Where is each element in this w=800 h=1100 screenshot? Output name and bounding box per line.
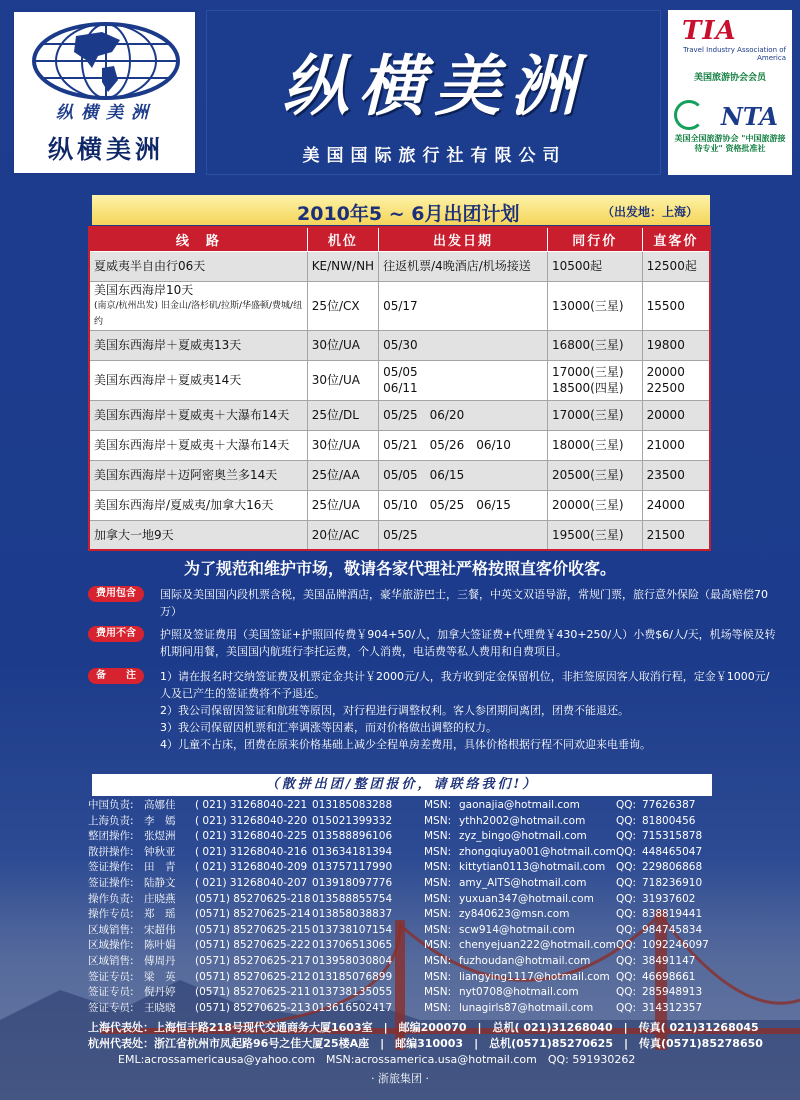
route-name: 美国东西海岸＋夏威夷＋大瀑布14天 xyxy=(94,408,290,422)
contact-name: 陈叶娟 xyxy=(144,939,176,952)
cell-peer-price: 18000(三星) xyxy=(547,430,642,460)
remark-item: 3）我公司保留因机票和汇率调涨等因素，而对价格做出调整的权力。 xyxy=(160,721,497,734)
company-logo xyxy=(12,10,197,175)
tia-logo: TIA xyxy=(682,16,737,46)
contact-mobile: 013757117990 xyxy=(312,861,393,874)
cell-seat: 30位/UA xyxy=(307,360,378,400)
route-name: 美国东西海岸＋迈阿密奥兰多14天 xyxy=(94,468,278,482)
cell-route xyxy=(89,520,307,550)
msn-label: MSN: xyxy=(424,799,452,811)
contact-qq: 285948913 xyxy=(642,986,703,999)
remark-item: 4）儿童不占床，团费在原来价格基础上减少全程单房差费用，具体价格根据行程不同欢迎来电垂询。 xyxy=(160,738,651,751)
company-name: 美国国际旅行社有限公司 xyxy=(302,146,567,166)
route-name: 美国东西海岸＋夏威夷13天 xyxy=(94,338,242,352)
header-seat: 机位 xyxy=(307,227,378,251)
contact-role: 区域操作: xyxy=(88,939,134,952)
contact-qq: 1092246097 xyxy=(642,939,709,952)
association-logos xyxy=(668,10,792,175)
contact-phone: ( 021) 31268040-209 xyxy=(195,861,308,874)
cell-route xyxy=(89,490,307,520)
cell-seat: 30位/UA xyxy=(307,430,378,460)
msn-label: MSN: xyxy=(424,845,452,858)
cell-peer-price: 20500(三星) xyxy=(547,460,642,490)
contact-row xyxy=(88,814,768,830)
contact-role: 签证操作: xyxy=(88,876,134,889)
contact-mobile: 013958030804 xyxy=(312,954,393,967)
cell-direct-price: 21500 xyxy=(642,520,710,550)
msn-label: MSN: xyxy=(424,939,452,952)
cell-dates: 05/05 06/11 xyxy=(379,360,548,400)
contact-mobile: 013185076899 xyxy=(312,970,393,983)
msn-label: MSN: xyxy=(424,923,452,936)
contact-role: 签证专员: xyxy=(88,1001,134,1014)
table-row xyxy=(89,281,710,330)
group-name: · 浙旅集团 · xyxy=(371,1072,429,1085)
qq-label: QQ: xyxy=(616,923,637,936)
cell-dates: 05/30 xyxy=(379,330,548,360)
msn-label: MSN: xyxy=(424,1001,452,1014)
contact-role: 中国负责: xyxy=(88,799,134,811)
contact-qq: 31937602 xyxy=(642,892,696,905)
msn-label: MSN: xyxy=(424,830,452,843)
table-row xyxy=(89,490,710,520)
contact-msn: gaonajia@hotmail.com xyxy=(459,799,580,811)
contact-mobile: 013634181394 xyxy=(312,845,393,858)
cell-direct-price: 23500 xyxy=(642,460,710,490)
cell-peer-price: 17000(三星) 18500(四星) xyxy=(547,360,642,400)
contact-msn: ythh2002@hotmail.com xyxy=(459,814,586,827)
cell-route xyxy=(89,251,307,281)
contact-phone: (0571) 85270625-218 xyxy=(195,892,311,905)
qq-label: QQ: xyxy=(616,876,637,889)
fees-excluded-tag: 费用不含 xyxy=(88,626,144,642)
contact-row xyxy=(88,860,768,876)
contact-row xyxy=(88,923,768,939)
header xyxy=(0,0,800,185)
cell-direct-price: 20000 22500 xyxy=(642,360,710,400)
contact-role: 区域销售: xyxy=(88,923,134,936)
cell-seat: 20位/AC xyxy=(307,520,378,550)
qq-label: QQ: xyxy=(616,845,637,858)
fees-excluded xyxy=(88,626,776,662)
table-row xyxy=(89,430,710,460)
contact-qq: 81800456 xyxy=(642,814,696,827)
contact-row xyxy=(88,985,768,1001)
contact-role: 操作专员: xyxy=(88,908,134,921)
contact-name: 高娜佳 xyxy=(144,799,176,811)
contact-list xyxy=(88,798,768,1016)
cell-seat: KE/NW/NH xyxy=(307,251,378,281)
contact-qq: 314312357 xyxy=(642,1001,703,1014)
contact-row xyxy=(88,907,768,923)
title-panel xyxy=(206,10,661,175)
remark-item: 1）请在报名时交纳签证费及机票定金共计￥2000元/人，我方收到定金保留机位，非拒签原因客人取消行程，定金￥1000元/人及已产生的签证费将不予退还。 xyxy=(160,670,770,700)
cell-dates: 05/17 xyxy=(379,281,548,330)
contact-qq: 77626387 xyxy=(642,799,696,811)
contact-msn: yuxuan347@hotmail.com xyxy=(459,892,594,905)
shanghai-office: 上海代表处：上海恒丰路218号现代交通商务大厦1603室 | 邮编200070 | 总机( 021)31268040 | 传真( 021)31268045 xyxy=(88,1021,759,1034)
contact-name: 宋超伟 xyxy=(144,923,176,936)
contact-mobile: 013185083288 xyxy=(312,799,393,811)
contact-row xyxy=(88,938,768,954)
msn-label: MSN: xyxy=(424,876,452,889)
qq-label: QQ: xyxy=(616,908,637,921)
contact-msn: scw914@hotmail.com xyxy=(459,923,575,936)
cell-route xyxy=(89,400,307,430)
contact-phone: ( 021) 31268040-221 xyxy=(195,799,308,811)
cell-seat: 25位/AA xyxy=(307,460,378,490)
logo-text-large: 纵横美洲 xyxy=(47,135,164,164)
msn-label: MSN: xyxy=(424,970,452,983)
cell-seat: 25位/DL xyxy=(307,400,378,430)
cell-route xyxy=(89,281,307,330)
qq-label: QQ: xyxy=(616,954,637,967)
table-row xyxy=(89,251,710,281)
contact-phone: (0571) 85270625-214 xyxy=(195,908,311,921)
msn-label: MSN: xyxy=(424,986,452,999)
cell-peer-price: 13000(三星) xyxy=(547,281,642,330)
contact-name: 傅周丹 xyxy=(144,954,176,967)
contact-name: 陆静文 xyxy=(144,876,176,889)
cell-seat: 25位/UA xyxy=(307,490,378,520)
contact-qq: 838819441 xyxy=(642,908,703,921)
contact-banner: （散拼出团/整团报价，请联络我们!） xyxy=(92,774,712,796)
departure-city: （出发地：上海） xyxy=(601,205,698,219)
cell-direct-price: 15500 xyxy=(642,281,710,330)
qq-label: QQ: xyxy=(616,799,637,811)
tour-schedule-table xyxy=(88,226,711,551)
contact-phone: (0571) 85270625-217 xyxy=(195,954,311,967)
msn-label: MSN: xyxy=(424,908,452,921)
cell-route xyxy=(89,430,307,460)
contact-role: 操作负责: xyxy=(88,892,134,905)
cell-route xyxy=(89,360,307,400)
online-contacts: EML:acrossamericausa@yahoo.com MSN:acrossamerica.usa@hotmail.com QQ: 591930262 xyxy=(118,1053,636,1066)
page-title: 纵横美洲 xyxy=(282,47,587,125)
cell-dates: 往返机票/4晚酒店/机场接送 xyxy=(379,251,548,281)
fees-included xyxy=(88,586,768,620)
table-row xyxy=(89,460,710,490)
contact-row xyxy=(88,798,768,814)
pricing-notice: 为了规范和维护市场，敬请各家代理社严格按照直客价收客。 xyxy=(183,559,616,578)
contact-row xyxy=(88,954,768,970)
cell-dates: 05/21 05/26 06/10 xyxy=(379,430,548,460)
contact-msn: zyz_bingo@hotmail.com xyxy=(459,830,587,843)
qq-label: QQ: xyxy=(616,830,637,843)
contact-qq: 715315878 xyxy=(642,830,703,843)
fees-included-text: 国际及美国国内段机票含税，美国品牌酒店，豪华旅游巴士，三餐，中英文双语导游，常规门票，旅行意外保险（最高赔偿70万） xyxy=(160,588,768,618)
contact-msn: nyt0708@hotmail.com xyxy=(459,986,579,999)
contact-role: 签证专员: xyxy=(88,970,134,983)
contact-role: 签证操作: xyxy=(88,861,134,874)
remark-item: 2）我公司保留因签证和航班等原因，对行程进行调整权利。客人参团期间离团，团费不能退还。 xyxy=(160,704,629,717)
route-name: 美国东西海岸＋夏威夷14天 xyxy=(94,373,242,387)
qq-label: QQ: xyxy=(616,970,637,983)
cell-dates: 05/10 05/25 06/15 xyxy=(379,490,548,520)
header-route: 线 路 xyxy=(89,227,307,251)
route-name: 夏威夷半自由行06天 xyxy=(94,259,206,273)
plan-title-bar xyxy=(92,195,710,225)
contact-name: 田 青 xyxy=(144,861,176,874)
contact-msn: zhongqiuya001@hotmail.com xyxy=(459,845,616,858)
tia-chinese-label: 美国旅游协会会员 xyxy=(693,73,766,83)
contact-name: 王晓晓 xyxy=(144,1001,176,1014)
contact-name: 张煜洲 xyxy=(144,830,176,843)
header-dates: 出发日期 xyxy=(379,227,548,251)
cell-peer-price: 10500起 xyxy=(547,251,642,281)
msn-label: MSN: xyxy=(424,814,452,827)
contact-row xyxy=(88,1001,768,1017)
contact-row xyxy=(88,892,768,908)
cell-seat: 25位/CX xyxy=(307,281,378,330)
contact-row xyxy=(88,970,768,986)
contact-qq: 46698661 xyxy=(642,970,696,983)
contact-role: 上海负责: xyxy=(88,814,134,827)
contact-name: 庄晓燕 xyxy=(144,892,176,905)
cell-dates: 05/05 06/15 xyxy=(379,460,548,490)
contact-mobile: 013738135055 xyxy=(312,986,393,999)
footer xyxy=(88,1020,788,1068)
contact-name: 梁 英 xyxy=(144,970,176,983)
logo-text-small: 纵横美洲 xyxy=(56,103,156,123)
contact-phone: (0571) 85270625-213 xyxy=(195,1001,311,1014)
contact-phone: ( 021) 31268040-225 xyxy=(195,830,308,843)
contact-phone: (0571) 85270625-222 xyxy=(195,939,311,952)
header-direct-price: 直客价 xyxy=(642,227,710,251)
contact-msn: zy840623@msn.com xyxy=(459,908,570,921)
contact-phone: (0571) 85270625-215 xyxy=(195,923,311,936)
cell-direct-price: 24000 xyxy=(642,490,710,520)
cell-direct-price: 12500起 xyxy=(642,251,710,281)
contact-phone: (0571) 85270625-212 xyxy=(195,970,311,983)
contact-msn: chenyejuan222@hotmail.com xyxy=(459,939,616,952)
contact-mobile: 013858038837 xyxy=(312,908,393,921)
contact-name: 倪丹婷 xyxy=(144,986,176,999)
contact-name: 钟秋亚 xyxy=(144,845,176,858)
qq-label: QQ: xyxy=(616,814,637,827)
route-name: 美国东西海岸＋夏威夷＋大瀑布14天 xyxy=(94,438,290,452)
route-name: 美国东西海岸/夏威夷/加拿大16天 xyxy=(94,498,274,512)
contact-role: 散拼操作: xyxy=(88,845,134,858)
contact-row xyxy=(88,829,768,845)
fees-excluded-text: 护照及签证费用（美国签证+护照回传费￥904+50/人，加拿大签证费+代理费￥430+250/人）小费$6/人/天，机场等候及转机期间用餐，美国国内航班行李托运费，个人消费，电话费等私人费用和自费项目。 xyxy=(160,628,776,658)
header-peer-price: 同行价 xyxy=(547,227,642,251)
cell-peer-price: 20000(三星) xyxy=(547,490,642,520)
cell-dates: 05/25 xyxy=(379,520,548,550)
remarks-list xyxy=(160,668,780,753)
contact-msn: fuzhoudan@hotmail.com xyxy=(459,954,591,967)
route-note: (南京/杭州出发) 旧金山/洛杉矶/拉斯/华盛顿/费城/纽约 xyxy=(94,300,303,327)
cell-direct-price: 20000 xyxy=(642,400,710,430)
tia-subtitle: Travel Industry Association of America xyxy=(683,46,786,62)
contact-qq: 984745834 xyxy=(642,923,703,936)
plan-title: 2010年5 ~ 6月出团计划 xyxy=(297,203,520,225)
globe-icon xyxy=(32,22,180,100)
route-name: 加拿大一地9天 xyxy=(94,527,174,542)
qq-label: QQ: xyxy=(616,986,637,999)
table-header-row xyxy=(89,227,710,251)
cell-route xyxy=(89,460,307,490)
contact-qq: 229806868 xyxy=(642,861,703,874)
contact-mobile: 013706513065 xyxy=(312,939,393,952)
nta-logo: NTA xyxy=(720,102,778,131)
contact-phone: ( 021) 31268040-207 xyxy=(195,876,308,889)
table-row xyxy=(89,400,710,430)
qq-label: QQ: xyxy=(616,861,637,874)
msn-label: MSN: xyxy=(424,954,452,967)
fees-included-tag: 费用包含 xyxy=(88,586,144,602)
contact-msn: lunagirls87@hotmail.com xyxy=(459,1001,594,1014)
contact-row xyxy=(88,876,768,892)
contact-role: 区域销售: xyxy=(88,954,134,967)
contact-msn: kittytian0113@hotmail.com xyxy=(459,861,606,874)
contact-mobile: 013588855754 xyxy=(312,892,393,905)
route-name: 美国东西海岸10天 xyxy=(94,282,194,297)
qq-label: QQ: xyxy=(616,892,637,905)
contact-phone: ( 021) 31268040-216 xyxy=(195,845,308,858)
contact-phone: ( 021) 31268040-220 xyxy=(195,814,308,827)
table-row xyxy=(89,360,710,400)
remarks-tag: 备 注 xyxy=(88,668,144,684)
contact-role: 签证专员: xyxy=(88,986,134,999)
contact-mobile: 013588896106 xyxy=(312,830,393,843)
cell-route xyxy=(89,330,307,360)
contact-qq: 448465047 xyxy=(642,845,703,858)
nta-chinese-label: 美国全国旅游协会 "中国旅游接待专业" 资格批准社 xyxy=(674,134,786,153)
msn-label: MSN: xyxy=(424,892,452,905)
contact-role: 整团操作: xyxy=(88,830,134,843)
remarks xyxy=(88,668,768,758)
contact-qq: 38491147 xyxy=(642,954,696,967)
cell-peer-price: 17000(三星) xyxy=(547,400,642,430)
cell-peer-price: 16800(三星) xyxy=(547,330,642,360)
cell-direct-price: 21000 xyxy=(642,430,710,460)
contact-mobile: 013616502417 xyxy=(312,1001,393,1014)
cell-seat: 30位/UA xyxy=(307,330,378,360)
contact-name: 郑 瑶 xyxy=(144,908,176,921)
msn-label: MSN: xyxy=(424,861,452,874)
table-row xyxy=(89,330,710,360)
contact-qq: 718236910 xyxy=(642,876,703,889)
contact-phone: (0571) 85270625-211 xyxy=(195,986,311,999)
contact-mobile: 015021399332 xyxy=(312,814,393,827)
contact-msn: liangying1117@hotmail.com xyxy=(459,970,610,983)
table-row xyxy=(89,520,710,550)
contact-name: 李 嫣 xyxy=(144,814,176,827)
contact-row xyxy=(88,845,768,861)
contact-mobile: 013918097776 xyxy=(312,876,393,889)
cell-direct-price: 19800 xyxy=(642,330,710,360)
contact-msn: amy_AITS@hotmail.com xyxy=(459,876,587,889)
cell-peer-price: 19500(三星) xyxy=(547,520,642,550)
qq-label: QQ: xyxy=(616,939,637,952)
hangzhou-office: 杭州代表处：浙江省杭州市凤起路96号之佳大厦25楼A座 | 邮编310003 | 总机(0571)85270625 | 传真(0571)85278650 xyxy=(88,1037,763,1050)
contact-mobile: 013738107154 xyxy=(312,923,393,936)
qq-label: QQ: xyxy=(616,1001,637,1014)
cell-dates: 05/25 06/20 xyxy=(379,400,548,430)
